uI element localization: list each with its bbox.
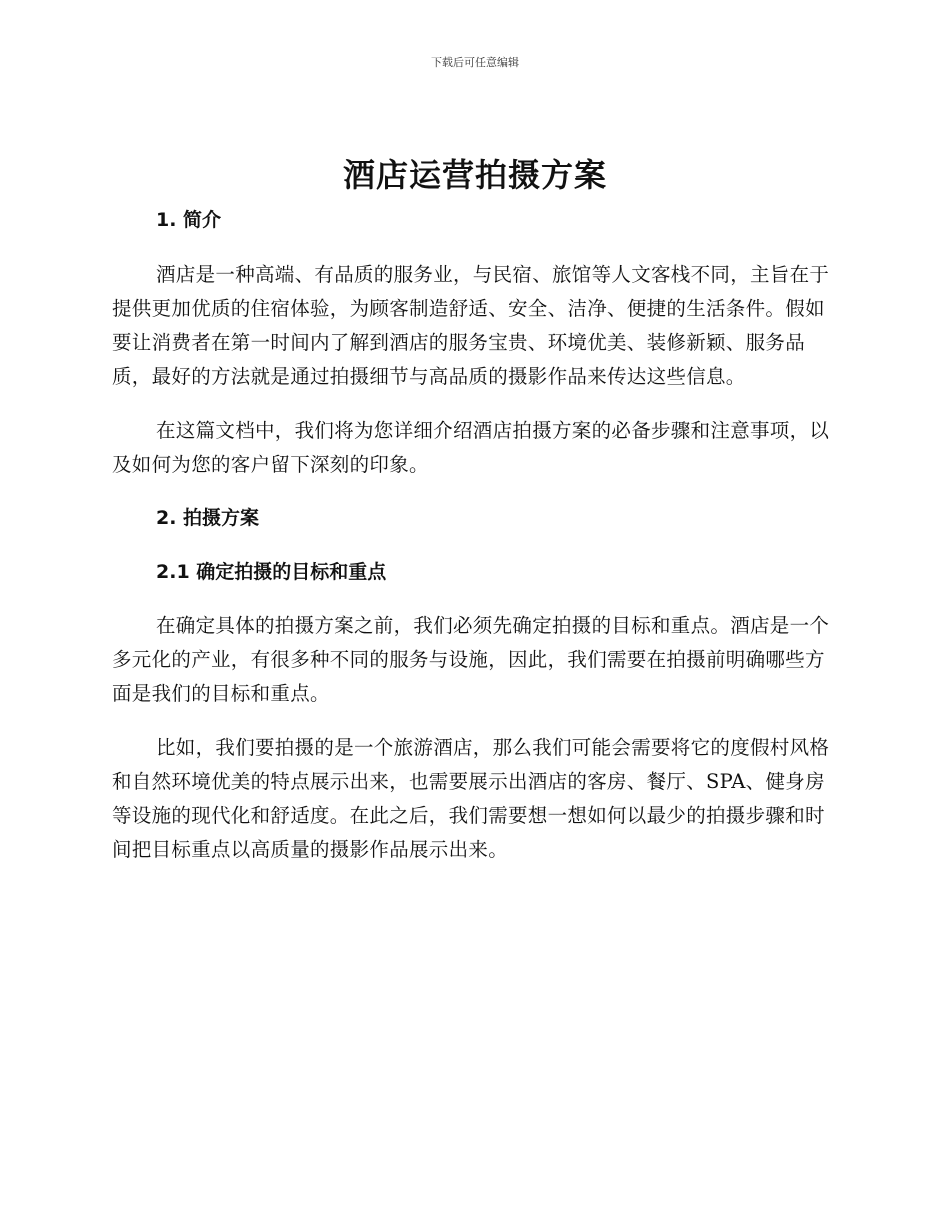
paragraph: 在这篇文档中，我们将为您详细介绍酒店拍摄方案的必备步骤和注意事项，以及如何为您的客户留下深刻的印象。 bbox=[112, 419, 830, 476]
header-note: 下载后可任意编辑 bbox=[431, 56, 519, 69]
subsection-heading-goals: 2.1 确定拍摄的目标和重点 bbox=[156, 561, 387, 583]
section-heading-intro: 1. 简介 bbox=[156, 209, 222, 231]
document-body bbox=[112, 203, 832, 867]
paragraph: 酒店是一种高端、有品质的服务业，与民宿、旅馆等人文客栈不同，主旨在于提供更加优质的住宿体验，为顾客制造舒适、安全、洁净、便捷的生活条件。假如要让消费者在第一时间内了解到酒店的服务宝贵、环境优美、装修新颖、服务品质，最好的方法就是通过拍摄细节与高品质的摄影作品来传达这些信息。 bbox=[112, 263, 830, 388]
paragraph: 在确定具体的拍摄方案之前，我们必须先确定拍摄的目标和重点。酒店是一个多元化的产业，有很多种不同的服务与设施，因此，我们需要在拍摄前明确哪些方面是我们的目标和重点。 bbox=[112, 614, 830, 705]
paragraph: 比如，我们要拍摄的是一个旅游酒店，那么我们可能会需要将它的度假村风格和自然环境优美的特点展示出来，也需要展示出酒店的客房、餐厅、SPA、健身房等设施的现代化和舒适度。在此之后，我们需要想一想如何以最少的拍摄步骤和时间把目标重点以高质量的摄影作品展示出来。 bbox=[112, 736, 830, 861]
section-heading-plan: 2. 拍摄方案 bbox=[156, 507, 260, 529]
document-title: 酒店运营拍摄方案 bbox=[342, 156, 607, 194]
